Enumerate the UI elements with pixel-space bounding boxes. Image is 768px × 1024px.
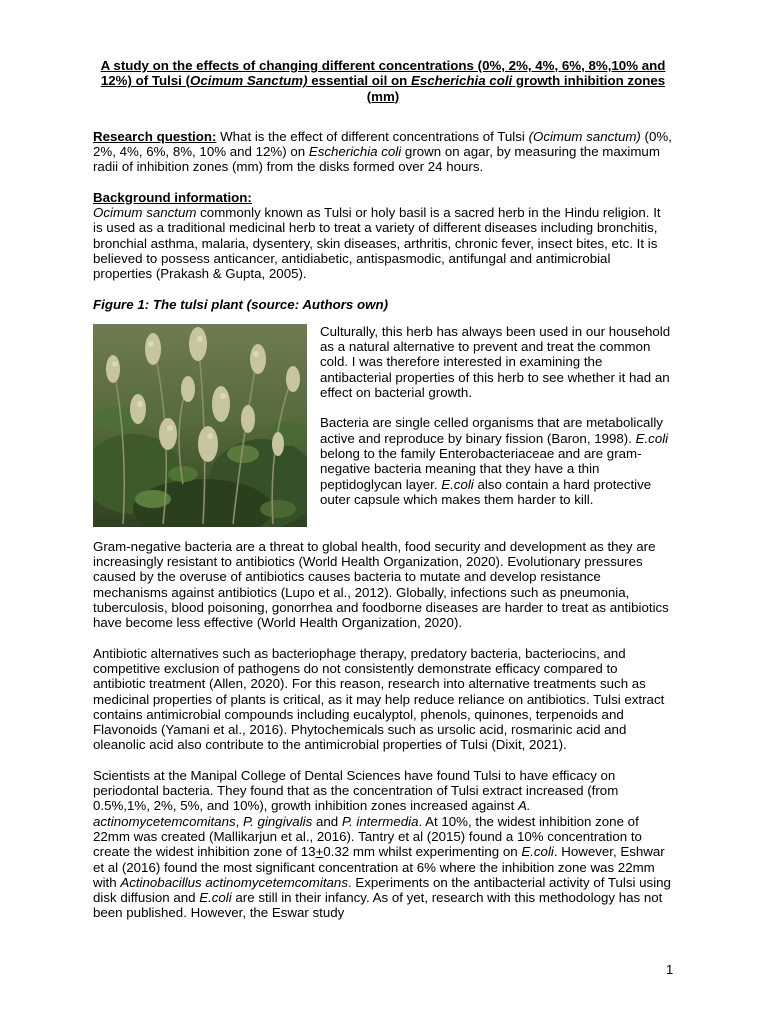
- figure-caption: Figure 1: The tulsi plant (source: Authors own): [93, 296, 388, 312]
- tulsi-plant-photo: [93, 324, 307, 527]
- research-question-label: Research question:: [93, 128, 217, 144]
- page-number: 1: [666, 962, 674, 977]
- culture-paragraph: Culturally, this herb has always been used in our household as a natural alternative to prevent and treat the common cold. I was therefore interested in examining the antibacterial properties of this herb to see whether it had an effect on bacterial growth.: [320, 323, 671, 401]
- figure-side-text: [320, 324, 673, 527]
- document-page: [93, 58, 673, 921]
- scientists-paragraph: Scientists at the Manipal College of Dental Sciences have found Tulsi to have efficacy on periodontal bacteria. They found that as the concentration of Tulsi extract increased (from 0.5%,1%, 2%, 5%, and 10%), growth inhibition zones increased against A. actinomycetemcomitans, P. gingivalis and P. intermedia. At 10%, the widest inhibition zone of 22mm was created (Mallikarjun et al., 2016). Tantry et al (2015) found a 10% concentration to create the widest inhibition zone of 13+0.32 mm whilst experimenting on E.coli. However, Eshwar et al (2016) found the most significant concentration at 6% where the inhibition zone was 22mm with Actinobacillus actinomycetemcomitans. Experiments on the antibacterial activity of Tulsi using disk diffusion and E.coli are still in their infancy. As of yet, research with this methodology has not been published. However, the Eswar study: [93, 767, 671, 921]
- gram-negative-paragraph: Gram-negative bacteria are a threat to global health, food security and development as they are increasingly resistant to antibiotics (World Health Organization, 2020). Evolutionary pressures caused by the overuse of antibiotics causes bacteria to mutate and develop resistance mechanisms against antibiotics (Lupo et al., 2012). Globally, infections such as pneumonia, tuberculosis, blood poisoning, gonorrhea and foodborne diseases are harder to treat as antibiotics have become less effective (World Health Organization, 2020).: [93, 538, 669, 631]
- plus-minus-symbol: +: [315, 844, 324, 860]
- background-label: Background information:: [93, 189, 252, 205]
- figure-row: [93, 324, 673, 527]
- bacteria-paragraph: Bacteria are single celled organisms that are metabolically active and reproduce by binary fission (Baron, 1998). E.coli belong to the family Enterobacteriaceae and are gram-negative bacteria meaning that they have a thin peptidoglycan layer. E.coli also contain a hard protective outer capsule which makes them harder to kill.: [320, 415, 669, 507]
- background-section: [93, 190, 673, 282]
- document-title: A study on the effects of changing different concentrations (0%, 2%, 4%, 6%, 8%,10% and 12%) of Tulsi (Ocimum Sanctum) essential oil on Escherichia coli growth inhibition zones (mm): [100, 58, 666, 104]
- background-paragraph: Ocimum sanctum commonly known as Tulsi or holy basil is a sacred herb in the Hindu religion. It is used as a traditional medicinal herb to treat a variety of different diseases including bronchitis, bronchial asthma, malaria, dysentery, skin diseases, arthritis, chronic fever, insect bites, etc. It is believed to possess anticancer, antidiabetic, antispasmodic, antifungal and antimicrobial properties (Prakash & Gupta, 2005).: [93, 205, 661, 282]
- antibiotic-alternatives-paragraph: Antibiotic alternatives such as bacteriophage therapy, predatory bacteria, bacteriocins, and competitive exclusion of pathogens do not consistently demonstrate efficacy compared to antibiotic treatment (Allen, 2020). For this reason, research into alternative treatments such as medicinal properties of plants is critical, as it may help reduce reliance on antibiotics. Tulsi extract contains antimicrobial compounds including eucalyptol, phenols, quinones, terpenoids and Flavonoids (Yamani et al., 2016). Phytochemicals such as ursolic acid, rosmarinic acid and oleanolic acid also contribute to the antimicrobial properties of Tulsi (Dixit, 2021).: [93, 645, 665, 753]
- research-question: Research question: What is the effect of different concentrations of Tulsi (Ocimum sanctum) (0%, 2%, 4%, 6%, 8%, 10% and 12%) on Escherichia coli grown on agar, by measuring the maximum radii of inhibition zones (mm) from the disks formed over 24 hours.: [93, 128, 672, 175]
